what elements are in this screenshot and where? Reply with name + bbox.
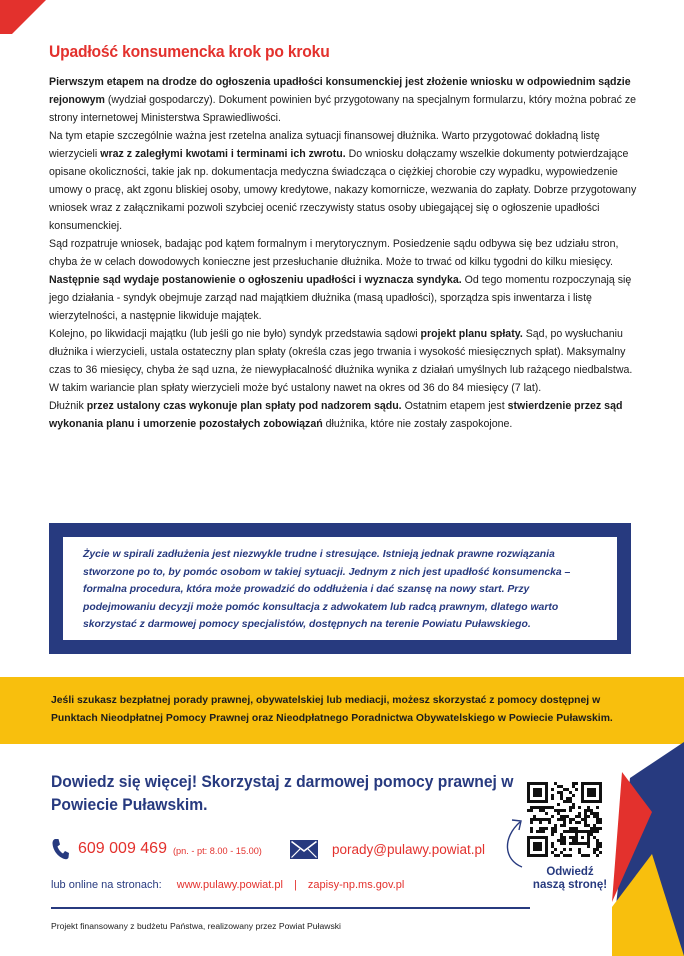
- info-band: [0, 677, 684, 744]
- info-band-text: Jeśli szukasz bezpłatnej porady prawnej, obywatelskiej lub mediacji, możesz skorzystać z pomocy dostępnej w Punktach Nieodpłatnej Pomocy Prawnej oraz Nieodpłatnego Poradnictwa Obywatelskiego w Powiecie Puławskim.: [51, 695, 613, 724]
- text-run: Dłużnik: [49, 400, 87, 412]
- text-run: Ostatnim etapem jest: [401, 400, 508, 412]
- page-title: Upadłość konsumencka krok po kroku: [49, 42, 330, 61]
- phone-number[interactable]: 609 009 469: [78, 840, 167, 857]
- corner-decoration-icon: [0, 0, 50, 34]
- text-run: Kolejno, po likwidacji majątku (lub jeśli go nie było) syndyk przedstawia sądowi: [49, 328, 421, 340]
- booking-link[interactable]: zapisy-np.ms.gov.pl: [307, 879, 405, 891]
- footer-divider: [51, 907, 530, 909]
- online-label: lub online na stronach:: [51, 879, 162, 891]
- qr-code-icon: [527, 782, 602, 857]
- bold-text: przez ustalony czas wykonuje plan spłaty pod nadzorem sądu.: [86, 400, 402, 412]
- mail-icon: [290, 840, 318, 859]
- paragraph: [49, 127, 639, 235]
- email-link[interactable]: porady@pulawy.powiat.pl: [332, 842, 486, 857]
- paragraph: [49, 73, 639, 127]
- text-run: Sąd rozpatruje wniosek, badając pod kątem formalnym i merytorycznym. Posiedzenie sądu odbywa się bez udziału stron, chyba że w celach dowodowych konieczne jest przesłuchanie dłużnika. Może to trwać od kilku tygodni do kilku miesięcy.: [49, 238, 619, 268]
- qr-code[interactable]: [521, 776, 608, 862]
- online-links: [51, 879, 404, 891]
- quote-text: Życie w spirali zadłużenia jest niezwykle trudne i stresujące. Istnieją jednak prawne rozwiązania stworzone po to, by pomóc osobom w takiej sytuacji. Jednym z nich jest upadłość konsumencka – formalna procedura, która może prowadzić do oddłużenia i dać szansę na nowy start. Przy podejmowaniu decyzji może pomóc konsultacja z adwokatem lub radcą prawnym, dlatego warto skorzystać z darmowej pomocy specjalistów, dostępnych na terenie Powiatu Puławskiego.: [63, 537, 617, 640]
- call-to-action: Dowiedz się więcej! Skorzystaj z darmowej pomocy prawnej w Powiecie Puławskim.: [51, 772, 514, 814]
- text-run: dłużnika, które nie zostały zaspokojone.: [322, 418, 513, 430]
- geometric-decoration-icon: [612, 742, 684, 956]
- text-run: (wydział gospodarczy). Dokument powinien być przygotowany na specjalnym formularzu, który można pobrać ze strony internetowej Ministerstwa Sprawiedliwości.: [49, 94, 637, 124]
- bold-text: wraz z zaległymi kwotami i terminami ich zwrotu.: [100, 148, 346, 160]
- phone-icon: [51, 838, 69, 860]
- text-run: Od tego momentu rozpoczynają się jego działania - syndyk obejmuje zarząd nad majątkiem dłużnika (masą upadłości), sporządza spis inwentarza i listę wierzytelności, a następnie likwiduje majątek.: [49, 274, 632, 322]
- link-separator: |: [294, 879, 297, 891]
- curved-arrow-icon: [498, 812, 528, 872]
- bold-text: Następnie sąd wydaje postanowienie o ogłoszeniu upadłości i wyznacza syndyka.: [49, 274, 462, 286]
- footer-text: Projekt finansowany z budżetu Państwa, realizowany przez Powiat Puławski: [51, 921, 341, 931]
- visit-line-1: Odwiedź: [546, 866, 594, 878]
- paragraph: [49, 397, 639, 433]
- paragraph: [49, 271, 639, 325]
- website-link[interactable]: www.pulawy.powiat.pl: [176, 879, 283, 891]
- visit-our-site: [522, 866, 618, 892]
- office-hours: (pn. - pt: 8.00 - 15.00): [173, 846, 262, 856]
- bold-text: projekt planu spłaty.: [420, 328, 523, 340]
- bold-text: Pierwszym etapem na drodze do ogłoszenia upadłości konsumenckiej jest złożenie wniosku w odpowiednim sądzie rejonowym: [49, 76, 631, 106]
- text-run: Na tym etapie szczególnie ważna jest rzetelna analiza sytuacji finansowej dłużnika. Warto przygotować dokładną listę wierzycieli: [49, 130, 600, 160]
- text-run: Do wniosku dołączamy wszelkie dokumenty potwierdzające opisane okoliczności, takie jak np. dokumentacja medyczna świadcząca o ciężkiej chorobie czy wypadku, wypowiedzenie umowy o pracę, akt zgonu bliskiej osoby, umowy kredytowe, nakazy komornicze, wezwania do zapłaty. Dobrze przygotowany wniosek wraz z załącznikami pozwoli szybciej ocenić rzeczywisty status osoby ubiegającej się o ogłoszenie upadłości konsumenckiej.: [49, 148, 637, 232]
- paragraph: [49, 235, 639, 271]
- bold-text: stwierdzenie przez sąd wykonania planu i umorzenie pozostałych zobowiązań: [49, 400, 623, 430]
- text-run: Sąd, po wysłuchaniu dłużnika i wierzycieli, ustala ostateczny plan spłaty (określa czas jego trwania i wysokość miesięcznych spłat). Maksymalny czas to 36 miesięcy, chyba że sąd uzna, że niewypłacalność dłużnika wynika z działań umyślnych lub rażącego niedbalstwa. W takim wariancie plan spłaty wierzycieli może być ustalony nawet na okres od 36 do 84 miesięcy (7 lat).: [49, 328, 633, 394]
- visit-line-2: naszą stronę!: [532, 879, 608, 891]
- quote-box: [49, 523, 631, 654]
- article-body: [49, 73, 639, 433]
- paragraph: [49, 325, 639, 397]
